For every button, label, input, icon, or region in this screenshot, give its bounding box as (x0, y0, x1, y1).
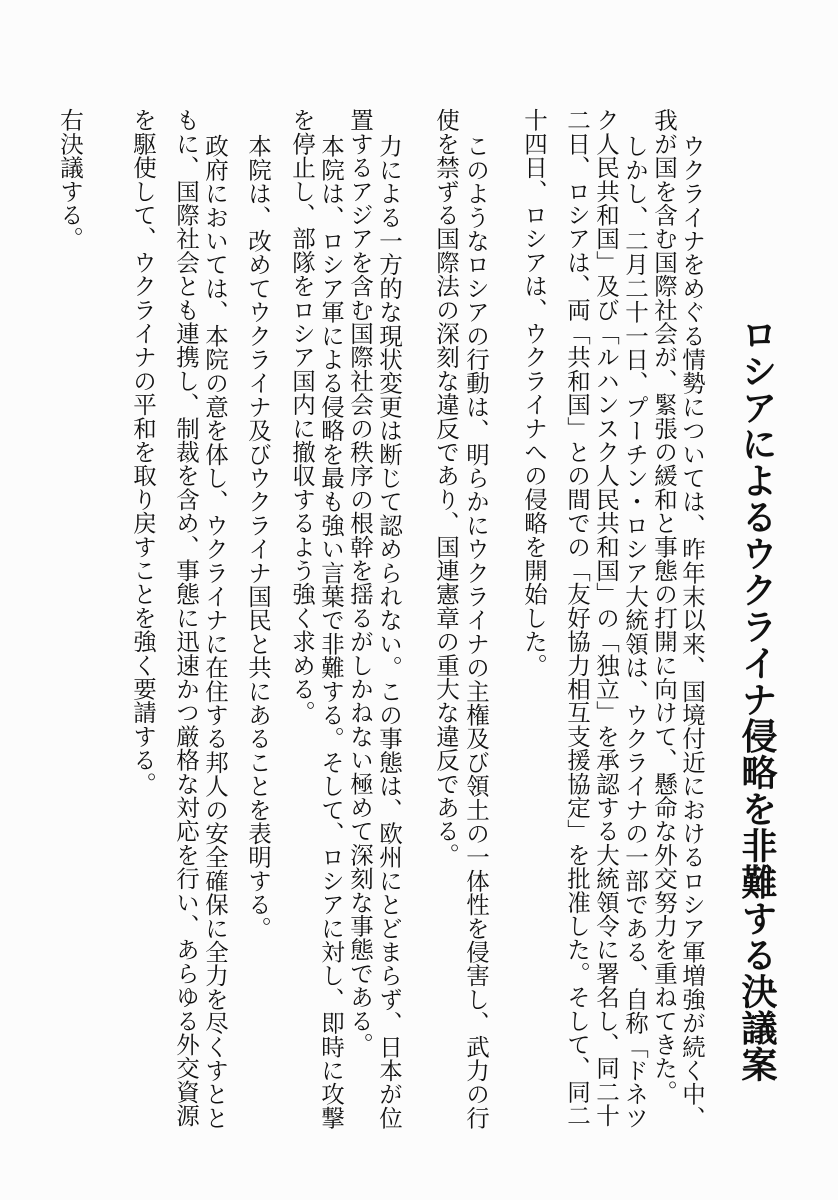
text-line: を駆使して、ウクライナの平和を取り戻すことを強く要請する。 (129, 108, 157, 796)
text-line: しかし、二月二十一日、プーチン・ロシア大統領は、ウクライナの一部である、自称「ドネツ (621, 134, 649, 1130)
text-line: を停止し、部隊をロシア国内に撤収するよう強く求める。 (288, 108, 316, 725)
text-line: 右決議する。 (56, 108, 84, 251)
text-line: ク人民共和国」及び「ルハンスク人民共和国」の「独立」を承認する大統領令に署名し、同二十 (592, 108, 620, 1128)
text-line: 力による一方的な現状変更は断じて認められない。この事態は、欧州にとどまらず、日本が位 (375, 134, 403, 1130)
text-line: 二日、ロシアは、両「共和国」との間での「友好協力相互支援協定」を批准した。そして、同二 (563, 108, 591, 1128)
text-line: 本院は、ロシア軍による侵略を最も強い言葉で非難する。そして、ロシアに対し、即時に攻撃 (317, 134, 345, 1130)
text-line: このようなロシアの行動は、明らかにウクライナの主権及び領土の一体性を侵害し、武力の行 (462, 134, 490, 1130)
text-line: 我が国を含む国際社会が、緊張の緩和と事態の打開に向けて、懸命な外交努力を重ねてきた。 (650, 108, 678, 1104)
text-line: 十四日、ロシアは、ウクライナへの侵略を開始した。 (520, 108, 548, 677)
text-line: ウクライナをめぐる情勢については、昨年末以来、国境付近におけるロシア軍増強が続く中、 (678, 134, 706, 1130)
text-line: 置するアジアを含む国際社会の秩序の根幹を揺るがしかねない極めて深刻な事態である。 (346, 108, 374, 1056)
document-title: ロシアによるウクライナ侵略を非難する決議案 (736, 316, 777, 1083)
text-line: 使を禁ずる国際法の深刻な違反であり、国連憲章の重大な違反である。 (432, 108, 460, 867)
text-line: 本院は、改めてウクライナ及びウクライナ国民と共にあることを表明する。 (244, 134, 272, 940)
text-line: もに、国際社会とも連携し、制裁を含め、事態に迅速かつ厳格な対応を行い、あらゆる外交資源 (172, 108, 200, 1128)
text-line: 政府においては、本院の意を体し、ウクライナに在住する邦人の安全確保に全力を尽くすとと (201, 134, 229, 1130)
